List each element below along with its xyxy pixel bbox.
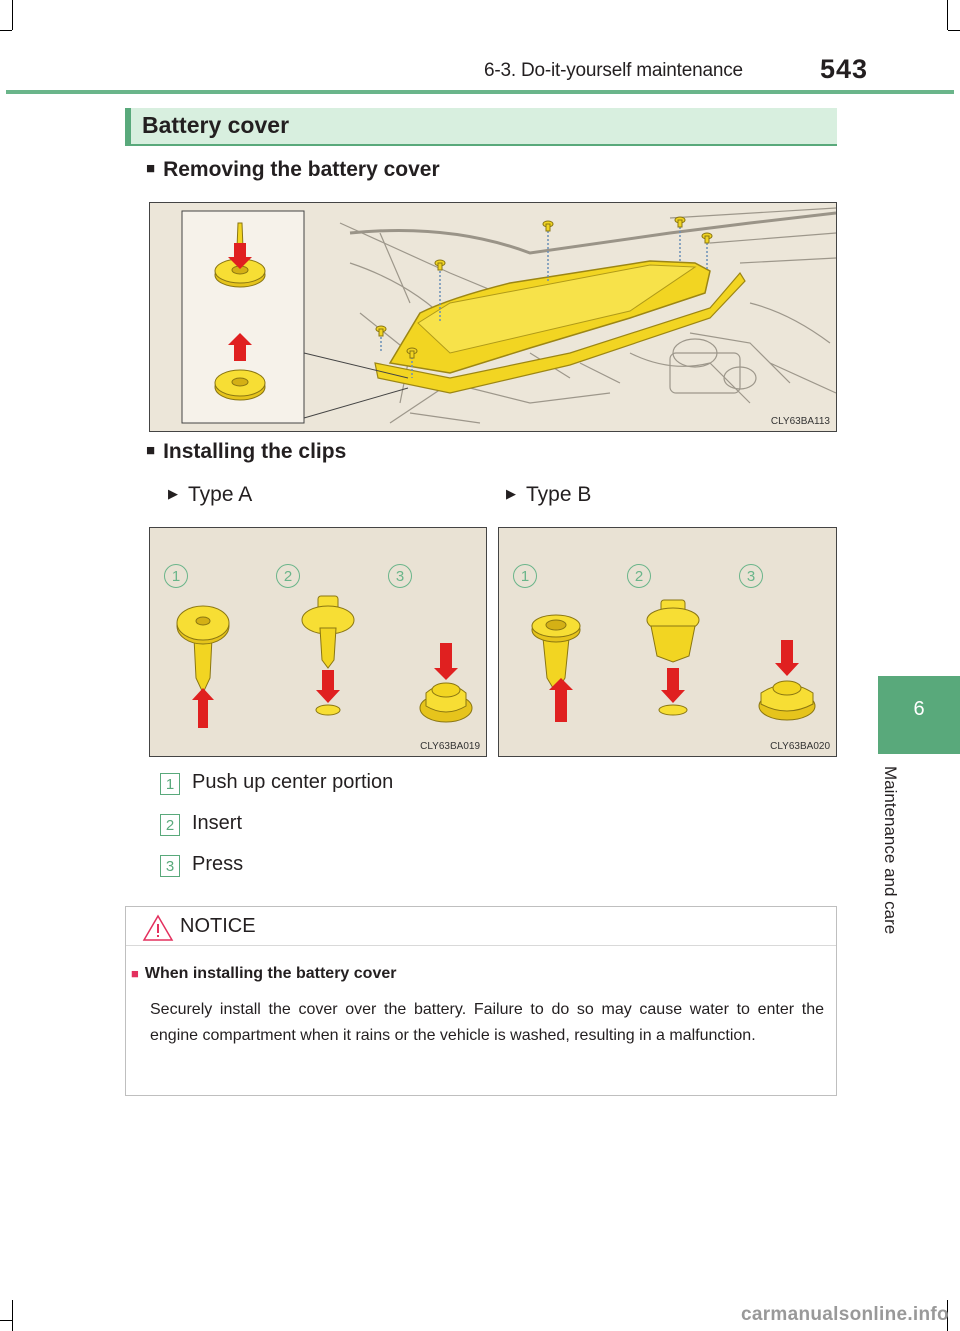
chapter-tab <box>878 676 960 754</box>
clip-b3 <box>759 640 815 720</box>
square-bullet-icon: ■ <box>146 442 156 459</box>
chapter-title-vertical: Maintenance and care <box>881 766 900 935</box>
type-a-clips-illustration <box>150 528 486 756</box>
step-text-3: Press <box>192 853 244 875</box>
step-number-3: 3 <box>160 855 180 877</box>
battery-cover-illustration <box>150 203 836 431</box>
notice-title: NOTICE <box>180 915 256 937</box>
step-number-2: 2 <box>160 814 180 836</box>
section-title: Battery cover <box>142 112 290 138</box>
square-bullet-icon: ■ <box>146 160 156 177</box>
type-a-label: ▶ Type A <box>168 483 253 506</box>
clip-a3 <box>420 643 472 722</box>
chapter-number: 6 <box>913 698 925 720</box>
crop-mark <box>947 0 948 30</box>
running-header-section: 6-3. Do-it-yourself maintenance <box>484 60 743 81</box>
notice-body: Securely install the cover over the battery. Failure to do so may cause water to enter the engine compartment when it rains or the vehicle is washed, resulting in a malfunction. <box>150 1001 824 1044</box>
callout-1: 1 <box>164 564 188 588</box>
battery-cover-figure <box>149 202 837 432</box>
crop-mark <box>12 0 13 30</box>
figure-code: CLY63BA020 <box>770 741 830 752</box>
step-text-2: Insert <box>192 812 243 834</box>
type-b-figure <box>498 527 837 757</box>
callout-3: 3 <box>388 564 412 588</box>
header-rule <box>6 90 954 94</box>
callout-1: 1 <box>513 564 537 588</box>
installing-heading: ■ Installing the clips <box>146 440 347 463</box>
step-text-1: Push up center portion <box>192 771 394 793</box>
step-number-1: 1 <box>160 773 180 795</box>
triangle-bullet-icon: ▶ <box>168 486 178 501</box>
watermark: carmanualsonline.info <box>741 1304 949 1325</box>
clip-a2 <box>302 596 354 715</box>
crop-mark <box>948 30 960 31</box>
clip-b1 <box>532 615 580 722</box>
callout-2: 2 <box>276 564 300 588</box>
crop-mark <box>0 1320 12 1321</box>
triangle-bullet-icon: ▶ <box>506 486 516 501</box>
removing-heading: ■ Removing the battery cover <box>146 158 440 181</box>
callout-3: 3 <box>739 564 763 588</box>
clip-a1 <box>177 606 229 728</box>
crop-mark <box>12 1300 13 1331</box>
page-number: 543 <box>820 54 869 84</box>
figure-code: CLY63BA019 <box>420 741 480 752</box>
notice-divider <box>126 945 836 946</box>
clip-b2 <box>647 600 699 715</box>
callout-2: 2 <box>627 564 651 588</box>
square-bullet-icon: ■ <box>131 966 139 981</box>
crop-mark <box>0 30 12 31</box>
type-a-figure <box>149 527 487 757</box>
type-b-clips-illustration <box>499 528 836 756</box>
warning-triangle-icon <box>142 914 174 942</box>
type-b-label: ▶ Type B <box>506 483 592 506</box>
notice-subheading: ■ When installing the battery cover <box>131 965 397 982</box>
figure-code: CLY63BA113 <box>770 416 830 427</box>
